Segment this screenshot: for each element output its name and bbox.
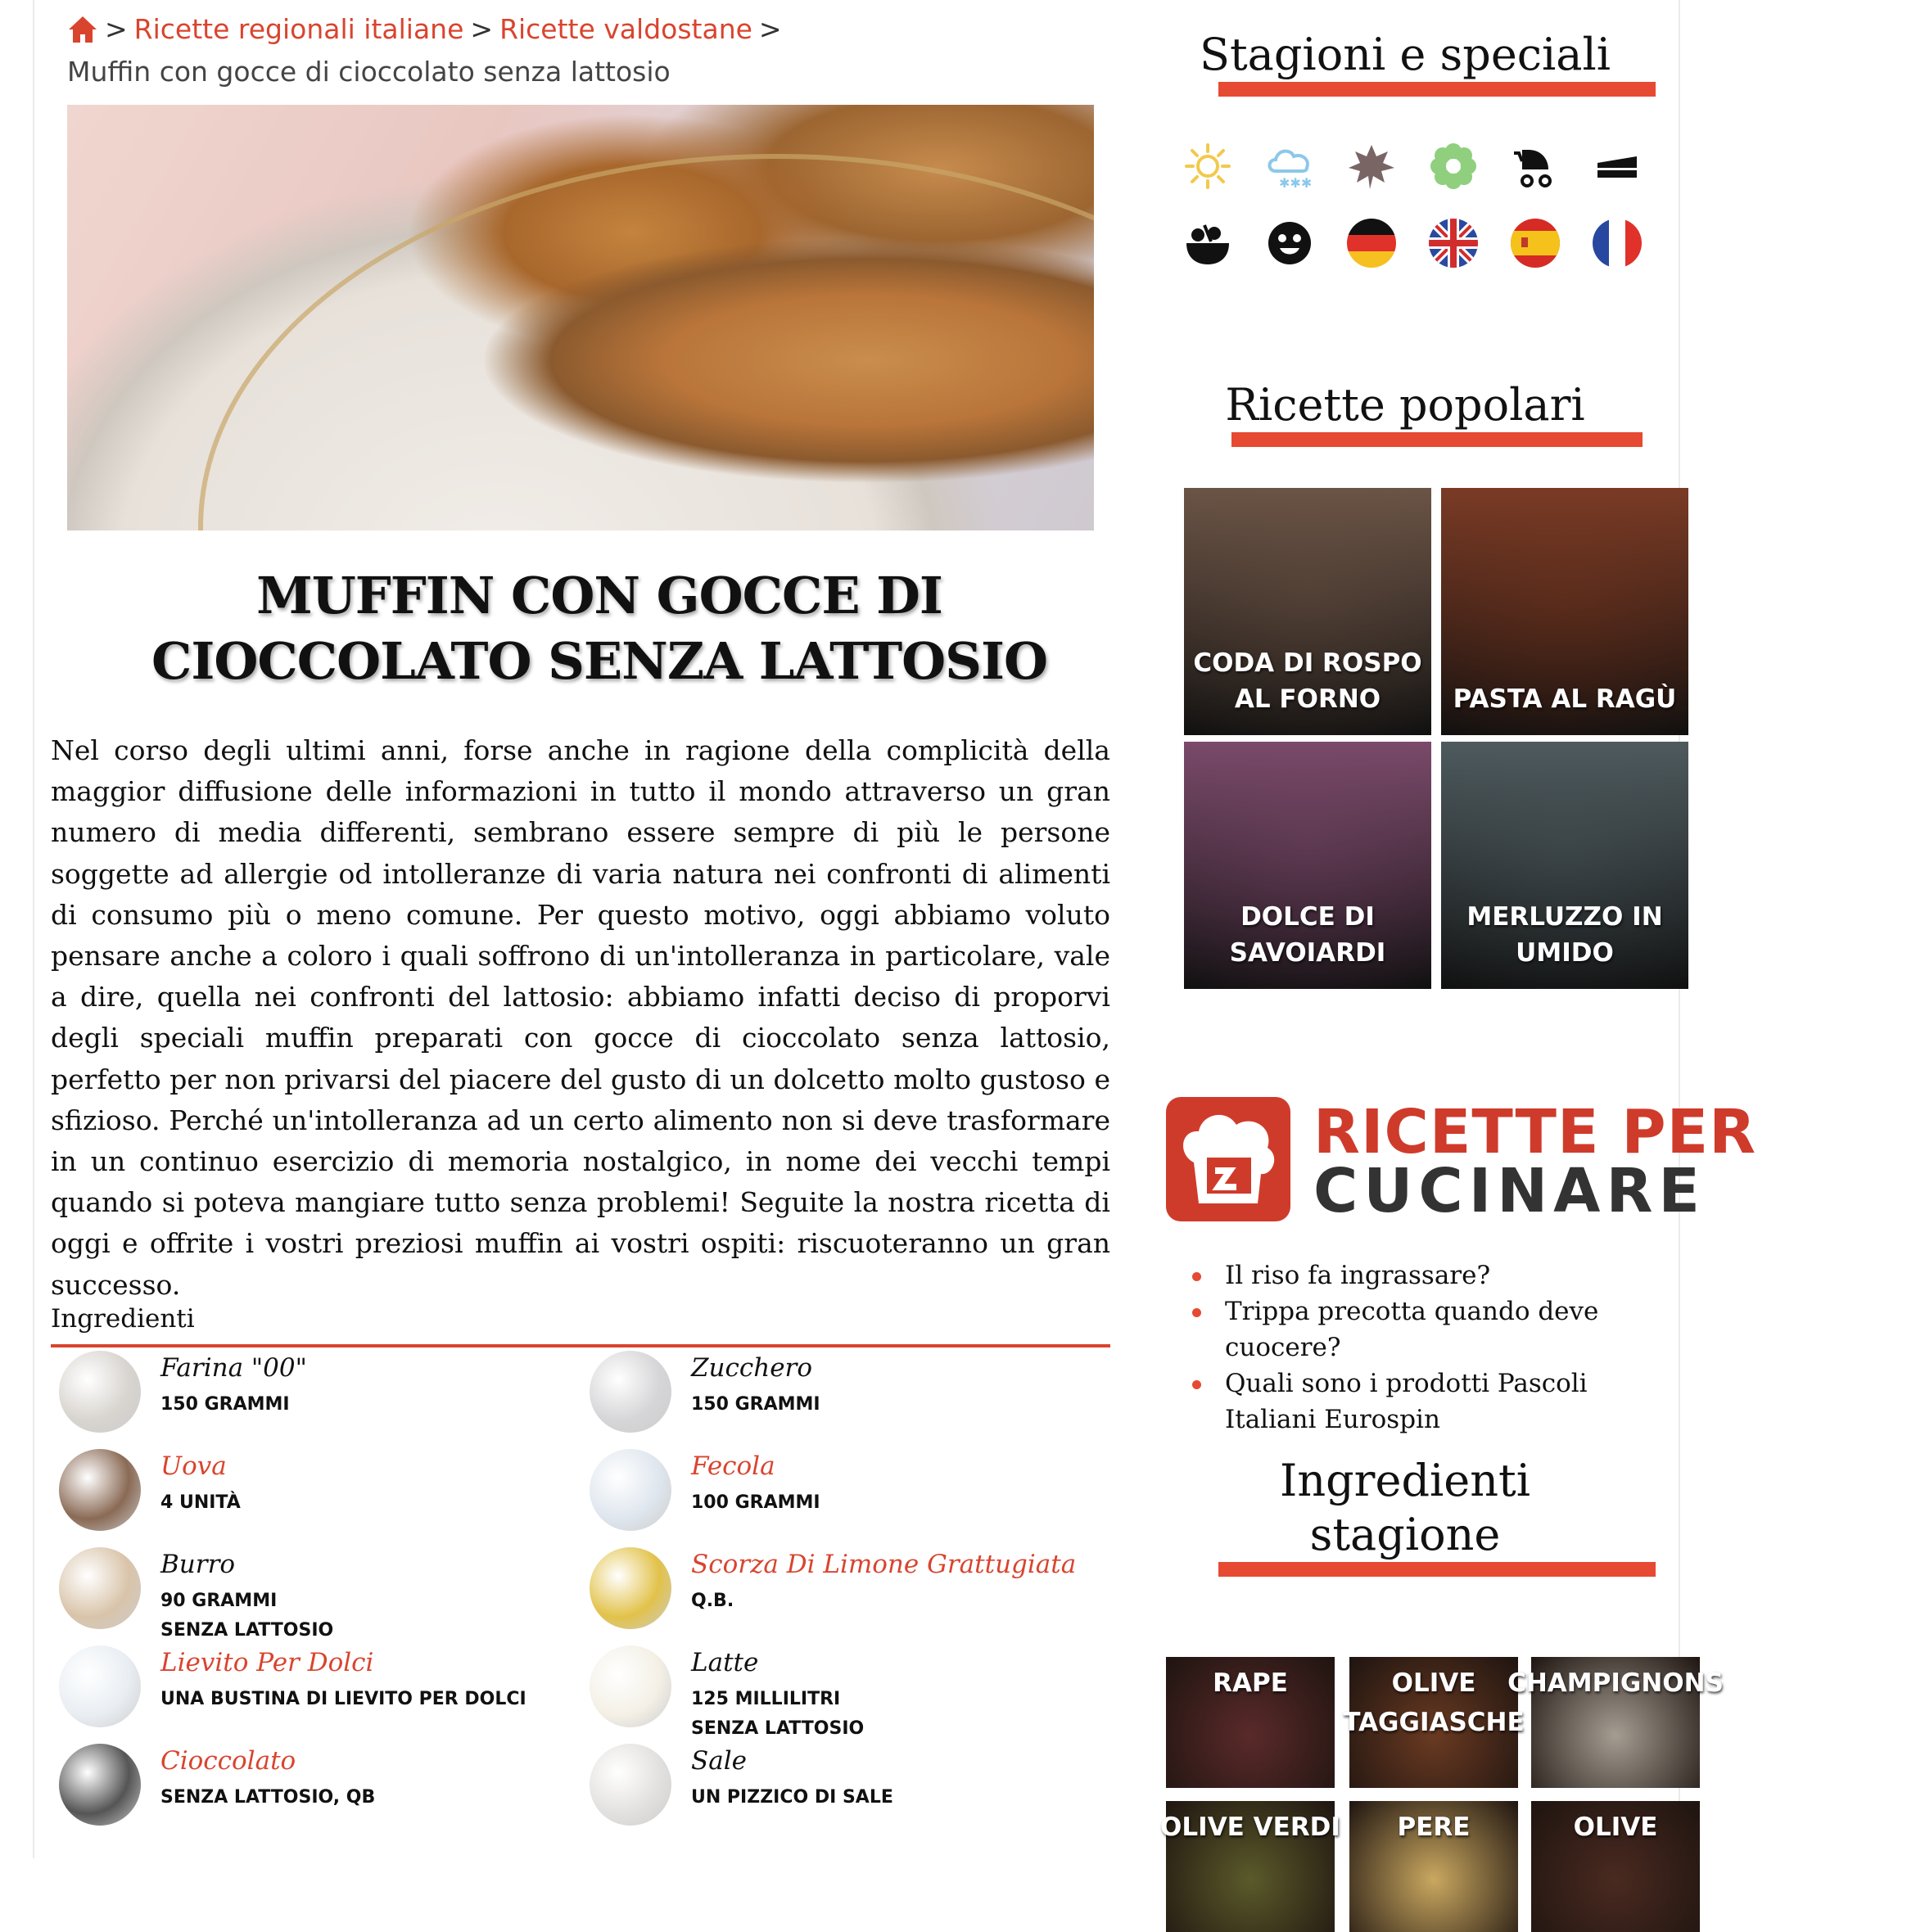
ingredient-item xyxy=(59,1547,583,1645)
ingredient-name: Latte xyxy=(691,1648,759,1677)
ingredient-note: SENZA LATTOSIO xyxy=(160,1620,334,1641)
ingredient-item xyxy=(590,1744,1114,1842)
popular-recipe-tile[interactable] xyxy=(1441,742,1688,989)
ingredient-name-link[interactable]: Cioccolato xyxy=(160,1746,296,1776)
breadcrumb-separator: > xyxy=(758,13,782,45)
flower-icon[interactable] xyxy=(1426,139,1480,193)
svg-text:✱✱✱: ✱✱✱ xyxy=(1279,175,1313,191)
seasonal-title: Ingredienti stagione xyxy=(1280,1455,1530,1560)
ingredient-thumbnail xyxy=(59,1744,141,1826)
ingredient-name-link[interactable]: Uova xyxy=(160,1451,227,1481)
recipe-hero-image xyxy=(67,105,1094,530)
sun-icon[interactable] xyxy=(1181,139,1235,193)
breadcrumb-separator: > xyxy=(470,13,494,45)
ingredient-quantity: SENZA LATTOSIO, QB xyxy=(160,1787,376,1808)
site-logo[interactable] xyxy=(1166,1094,1757,1226)
cake-slice-icon[interactable] xyxy=(1590,139,1644,193)
ingredient-name: Zucchero xyxy=(691,1353,813,1383)
ingredient-name-link[interactable]: Fecola xyxy=(691,1451,775,1481)
ingredient-quantity: 4 UNITÀ xyxy=(160,1492,241,1513)
logo-text-line2: CUCINARE xyxy=(1313,1156,1706,1226)
ingredient-thumbnail xyxy=(590,1449,671,1531)
snow-cloud-icon[interactable] xyxy=(1263,139,1317,193)
popular-recipe-label: CODA DI ROSPO AL FORNO xyxy=(1193,648,1422,714)
flag-spain-icon[interactable] xyxy=(1508,216,1562,270)
popular-recipe-label: MERLUZZO IN UMIDO xyxy=(1466,902,1663,968)
salad-bowl-icon[interactable] xyxy=(1181,216,1235,270)
breadcrumb xyxy=(67,8,1132,93)
popular-recipe-tile[interactable] xyxy=(1184,488,1431,735)
seasonal-underline xyxy=(1218,1562,1656,1577)
ingredient-thumbnail xyxy=(590,1547,671,1629)
ingredient-quantity: UNA BUSTINA DI LIEVITO PER DOLCI xyxy=(160,1689,526,1709)
ingredient-name: Farina "00" xyxy=(160,1353,307,1383)
ingredients-heading: Ingredienti xyxy=(51,1300,1110,1347)
leaf-icon[interactable] xyxy=(1344,139,1399,193)
recipe-intro: Nel corso degli ultimi anni, forse anche in ragione della complicità della maggior diffusione delle informazioni in tutto il mondo attraverso un gran numero di media differenti, sembrano essere sempre di più le persone soggette ad allergie od intolleranze di varia natura nei confronti di alimenti di consumo più o meno comune. Per questo motivo, oggi abbiamo voluto pensare anche a coloro i quali soffrono di un'intolleranza in particolare, vale a dire, quella nei confronti del lattosio: abbiamo infatti deciso di proporvi degli speciali muffin preparati con gocce di cioccolato senza lattosio, perfetto per non privarsi del piacere del gusto di un dolcetto molto gustoso e sfizioso. Perché un'intolleranza ad un certo alimento non si deve trasformare in un continuo esercizio di memoria nostalgico, in nome dei vecchi tempi quando si poteva mangiare tutto senza problemi! Seguite la nostra ricetta di oggi e offrite i vostri preziosi muffin ai vostri ospiti: riscuoteranno un gran successo. xyxy=(51,734,1110,1301)
seasonal-ingredient-tile[interactable] xyxy=(1349,1801,1518,1932)
breadcrumb-current: Muffin con gocce di cioccolato senza lattosio xyxy=(67,56,671,88)
sidebar xyxy=(1132,0,1757,1858)
popular-recipe-tile[interactable] xyxy=(1441,488,1688,735)
ingredient-thumbnail xyxy=(590,1645,671,1727)
seasonal-ingredient-tile[interactable] xyxy=(1507,1657,1724,1788)
ingredient-quantity: 100 GRAMMI xyxy=(691,1492,820,1513)
ingredient-thumbnail xyxy=(59,1449,141,1531)
ingredient-item[interactable] xyxy=(590,1449,1114,1547)
popular-title: Ricette popolari xyxy=(1225,379,1585,431)
ingredient-thumbnail xyxy=(59,1351,141,1433)
popular-recipe-label: DOLCE DI SAVOIARDI xyxy=(1229,902,1386,968)
ingredient-name-link[interactable]: Lievito Per Dolci xyxy=(160,1648,374,1677)
flag-uk-icon[interactable] xyxy=(1426,216,1480,270)
recipe-title: MUFFIN CON GOCCE DI CIOCCOLATO SENZA LATTOSIO xyxy=(151,566,1047,691)
ingredient-thumbnail xyxy=(59,1645,141,1727)
ingredient-item xyxy=(59,1351,583,1449)
flag-germany-icon[interactable] xyxy=(1344,216,1399,270)
seasonal-ingredient-tile[interactable] xyxy=(1343,1657,1525,1788)
breadcrumb-link-regional[interactable]: Ricette regionali italiane xyxy=(133,13,464,45)
seasons-title: Stagioni e speciali xyxy=(1199,29,1611,80)
article-link[interactable]: Trippa precotta quando deve cuocere? xyxy=(1189,1293,1680,1365)
page-container xyxy=(33,0,1757,1858)
seasonal-ingredient-label: OLIVE xyxy=(1573,1812,1658,1842)
ingredient-name: Sale xyxy=(691,1746,747,1776)
article-links xyxy=(1189,1257,1680,1438)
ingredient-quantity: Q.B. xyxy=(691,1591,734,1611)
breadcrumb-link-valdostane[interactable]: Ricette valdostane xyxy=(499,13,752,45)
ingredient-item[interactable] xyxy=(59,1645,583,1744)
breadcrumb-separator: > xyxy=(105,13,128,45)
popular-underline xyxy=(1231,432,1643,447)
ingredient-item[interactable] xyxy=(590,1547,1114,1645)
ingredient-note: SENZA LATTOSIO xyxy=(691,1718,865,1739)
ingredient-item xyxy=(590,1351,1114,1449)
logo-text-line1: RICETTE PER xyxy=(1313,1097,1757,1167)
seasonal-ingredient-label: CHAMPIGNONS xyxy=(1507,1668,1724,1698)
seasonal-ingredient-label: OLIVE TAGGIASCHE xyxy=(1343,1668,1525,1737)
ingredient-item xyxy=(590,1645,1114,1744)
ingredient-name: Burro xyxy=(160,1550,236,1579)
home-icon[interactable] xyxy=(67,14,98,45)
ingredient-quantity: 150 GRAMMI xyxy=(160,1394,290,1415)
flag-france-icon[interactable] xyxy=(1590,216,1644,270)
chef-hat-logo-icon xyxy=(1166,1097,1290,1221)
seasonal-ingredient-label: OLIVE VERDI xyxy=(1160,1812,1340,1842)
article-link[interactable]: Quali sono i prodotti Pascoli Italiani Eurospin xyxy=(1189,1365,1680,1438)
ingredient-item[interactable] xyxy=(59,1449,583,1547)
seasonal-ingredient-tile[interactable] xyxy=(1531,1801,1700,1932)
ingredient-quantity: 150 GRAMMI xyxy=(691,1394,820,1415)
ingredient-item[interactable] xyxy=(59,1744,583,1842)
ingredient-thumbnail xyxy=(590,1744,671,1826)
main-content xyxy=(34,0,1132,1858)
ingredient-quantity: 125 MILLILITRI xyxy=(691,1689,841,1709)
article-link[interactable]: Il riso fa ingrassare? xyxy=(1189,1257,1680,1293)
plate-rim xyxy=(198,154,1094,530)
smiley-icon[interactable] xyxy=(1263,216,1317,270)
popular-recipe-label: PASTA AL RAGÙ xyxy=(1453,684,1677,714)
seasonal-ingredient-label: PERE xyxy=(1397,1812,1471,1842)
seasonal-ingredient-tile[interactable] xyxy=(1166,1657,1335,1788)
seasonal-ingredient-tile[interactable] xyxy=(1160,1801,1340,1932)
seasonal-ingredient-label: RAPE xyxy=(1213,1668,1288,1698)
ingredient-thumbnail xyxy=(590,1351,671,1433)
popular-recipe-tile[interactable] xyxy=(1184,742,1431,989)
stroller-icon[interactable] xyxy=(1508,139,1562,193)
seasons-underline xyxy=(1218,82,1656,97)
ingredient-name-link[interactable]: Scorza Di Limone Grattugiata xyxy=(691,1550,1077,1579)
ingredient-quantity: 90 GRAMMI xyxy=(160,1591,278,1611)
ingredient-quantity: UN PIZZICO DI SALE xyxy=(691,1787,893,1808)
ingredient-thumbnail xyxy=(59,1547,141,1629)
